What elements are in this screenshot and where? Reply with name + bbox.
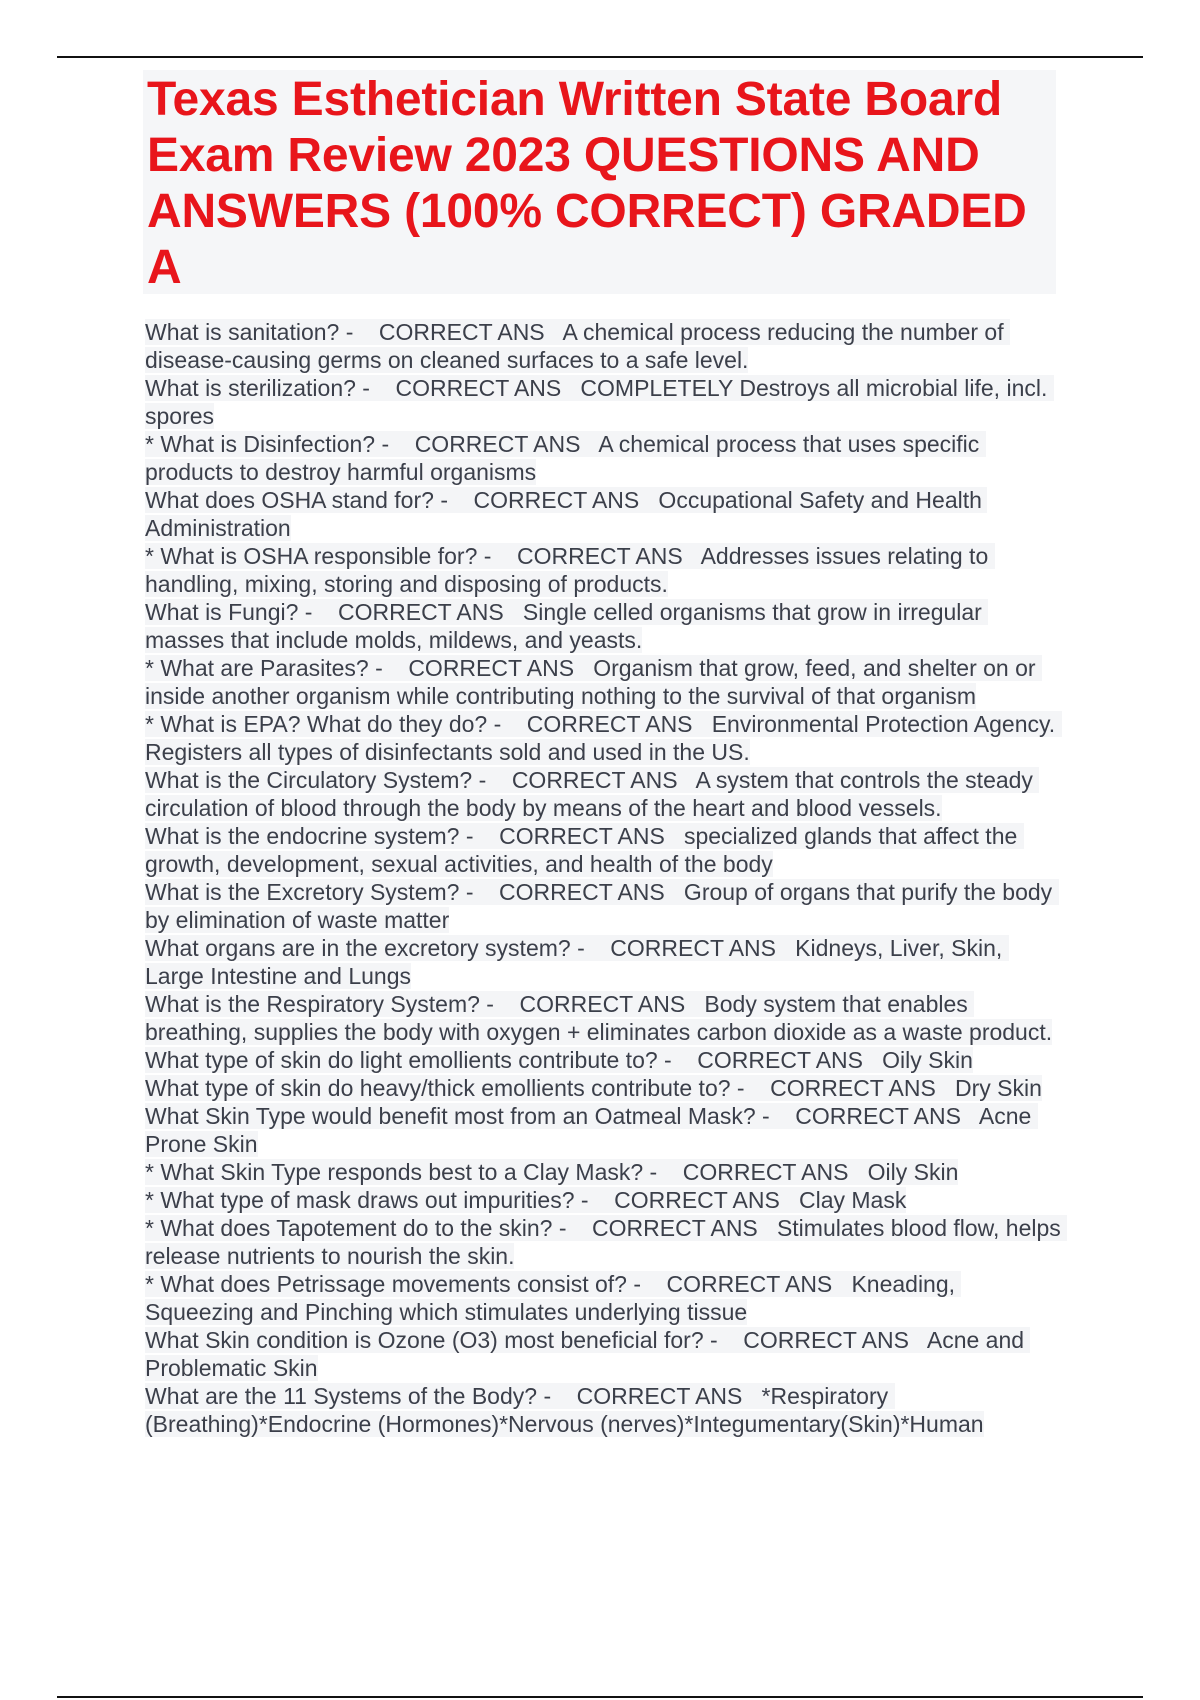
qa-item: What are the 11 Systems of the Body? - CORRECT ANS *Respiratory (Breathing)*Endocrine (Hormones)*Nervous (nerves)*Integumentary(Skin)*Human	[145, 1383, 984, 1437]
qa-item: What type of skin do light emollients contribute to? - CORRECT ANS Oily Skin	[145, 1047, 973, 1073]
qa-item: What is the Circulatory System? - CORRECT ANS A system that controls the steady circulation of blood through the body by means of the heart and blood vessels.	[145, 767, 1040, 821]
qa-item: What Skin condition is Ozone (O3) most beneficial for? - CORRECT ANS Acne and Problematic Skin	[145, 1327, 1031, 1381]
qa-item: What is the Excretory System? - CORRECT ANS Group of organs that purify the body by elimination of waste matter	[145, 879, 1059, 933]
qa-item: * What is OSHA responsible for? - CORRECT ANS Addresses issues relating to handling, mixing, storing and disposing of products.	[145, 543, 995, 597]
qa-item: What is Fungi? - CORRECT ANS Single celled organisms that grow in irregular masses that include molds, mildews, and yeasts.	[145, 599, 989, 653]
qa-item: What organs are in the excretory system? - CORRECT ANS Kidneys, Liver, Skin, Large Intestine and Lungs	[145, 935, 1009, 989]
qa-item: * What does Tapotement do to the skin? - CORRECT ANS Stimulates blood flow, helps release nutrients to nourish the skin.	[145, 1215, 1068, 1269]
qa-item: What is the endocrine system? - CORRECT ANS specialized glands that affect the growth, development, sexual activities, and health of the body	[145, 823, 1024, 877]
qa-item: * What type of mask draws out impurities? - CORRECT ANS Clay Mask	[145, 1187, 907, 1213]
document-title: Texas Esthetician Written State Board Exam Review 2023 QUESTIONS AND ANSWERS (100% CORRECT) GRADED A	[147, 73, 1027, 294]
qa-item: What is the Respiratory System? - CORRECT ANS Body system that enables breathing, supplies the body with oxygen + eliminates carbon dioxide as a waste product.	[145, 991, 1053, 1045]
qa-item: * What is Disinfection? - CORRECT ANS A chemical process that uses specific products to destroy harmful organisms	[145, 431, 986, 485]
qa-item: * What Skin Type responds best to a Clay Mask? - CORRECT ANS Oily Skin	[145, 1159, 959, 1185]
qa-item: * What does Petrissage movements consist of? - CORRECT ANS Kneading, Squeezing and Pinching which stimulates underlying tissue	[145, 1271, 962, 1325]
qa-item: * What is EPA? What do they do? - CORRECT ANS Environmental Protection Agency. Registers all types of disinfectants sold and used in the US.	[145, 711, 1062, 765]
qa-item: What is sterilization? - CORRECT ANS COMPLETELY Destroys all microbial life, incl. spores	[145, 375, 1054, 429]
top-rule	[57, 56, 1143, 58]
qa-item: What type of skin do heavy/thick emollients contribute to? - CORRECT ANS Dry Skin	[145, 1075, 1042, 1101]
bottom-rule	[57, 1696, 1143, 1698]
qa-item: What does OSHA stand for? - CORRECT ANS Occupational Safety and Health Administration	[145, 487, 988, 541]
qa-item: * What are Parasites? - CORRECT ANS Organism that grow, feed, and shelter on or inside another organism while contributing nothing to the survival of that organism	[145, 655, 1042, 709]
title-block	[143, 70, 1056, 294]
qa-item: What Skin Type would benefit most from an Oatmeal Mask? - CORRECT ANS Acne Prone Skin	[145, 1103, 1038, 1157]
qa-item: What is sanitation? - CORRECT ANS A chemical process reducing the number of disease-causing germs on cleaned surfaces to a safe level.	[145, 319, 1011, 373]
qa-list	[145, 318, 1068, 1438]
